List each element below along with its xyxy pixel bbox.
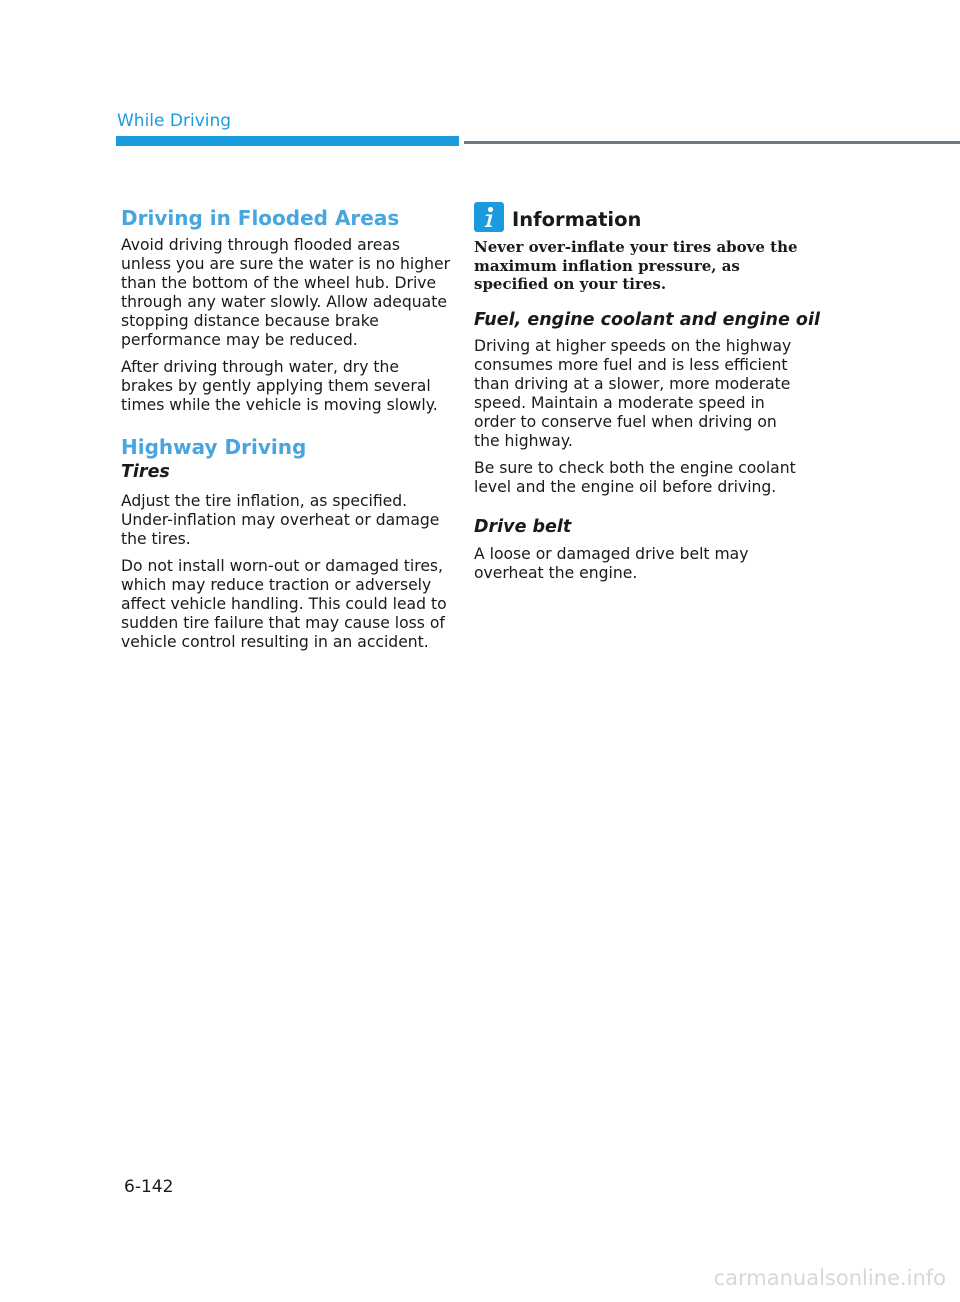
tires-subheading: Tires: [121, 462, 170, 482]
highway-driving-heading: Highway Driving: [121, 435, 307, 459]
information-body: Never over-inflate your tires above the maximum inflation pressure, as specified on your tires.: [474, 238, 798, 293]
section-header-title: While Driving: [117, 111, 232, 131]
info-icon: [474, 202, 504, 232]
fuel-paragraph-2: Be sure to check both the engine coolant level and the engine oil before driving.: [474, 459, 796, 497]
information-title: Information: [512, 207, 642, 231]
page-number: 6-142: [124, 1177, 174, 1197]
fuel-paragraph-1: Driving at higher speeds on the highway consumes more fuel and is less efficient than driving at a slower, more moderate speed. Maintain a moderate speed in order to conserve fuel when driving on the highway.: [474, 337, 792, 451]
tires-paragraph-1: Adjust the tire inflation, as specified. Under-inflation may overheat or damage the tires.: [121, 491, 440, 548]
flooded-areas-paragraph-2: After driving through water, dry the brakes by gently applying them several times while the vehicle is moving slowly.: [121, 358, 438, 414]
information-header: [474, 206, 804, 232]
drive-belt-paragraph: A loose or damaged drive belt may overheat the engine.: [474, 545, 749, 583]
watermark: carmanualsonline.info: [713, 1266, 946, 1290]
drive-belt-subheading: Drive belt: [474, 517, 572, 538]
right-column: [474, 206, 820, 591]
left-column: [121, 206, 451, 660]
header-accent-bar: [116, 136, 459, 146]
header-rule: [464, 141, 960, 144]
tires-paragraph-2: Do not install worn-out or damaged tires, which may reduce traction or adversely affect vehicle handling. This could lead to sudden tire failure that may cause loss of vehicle control resulting in an accident.: [121, 556, 447, 651]
fuel-coolant-oil-subheading: Fuel, engine coolant and engine oil: [474, 309, 820, 330]
information-box: [474, 206, 804, 294]
flooded-areas-heading: Driving in Flooded Areas: [121, 206, 400, 230]
flooded-areas-paragraph-1: Avoid driving through flooded areas unless you are sure the water is no higher than the bottom of the wheel hub. Drive through any water slowly. Allow adequate stopping distance because brake performance may be reduced.: [121, 236, 451, 349]
